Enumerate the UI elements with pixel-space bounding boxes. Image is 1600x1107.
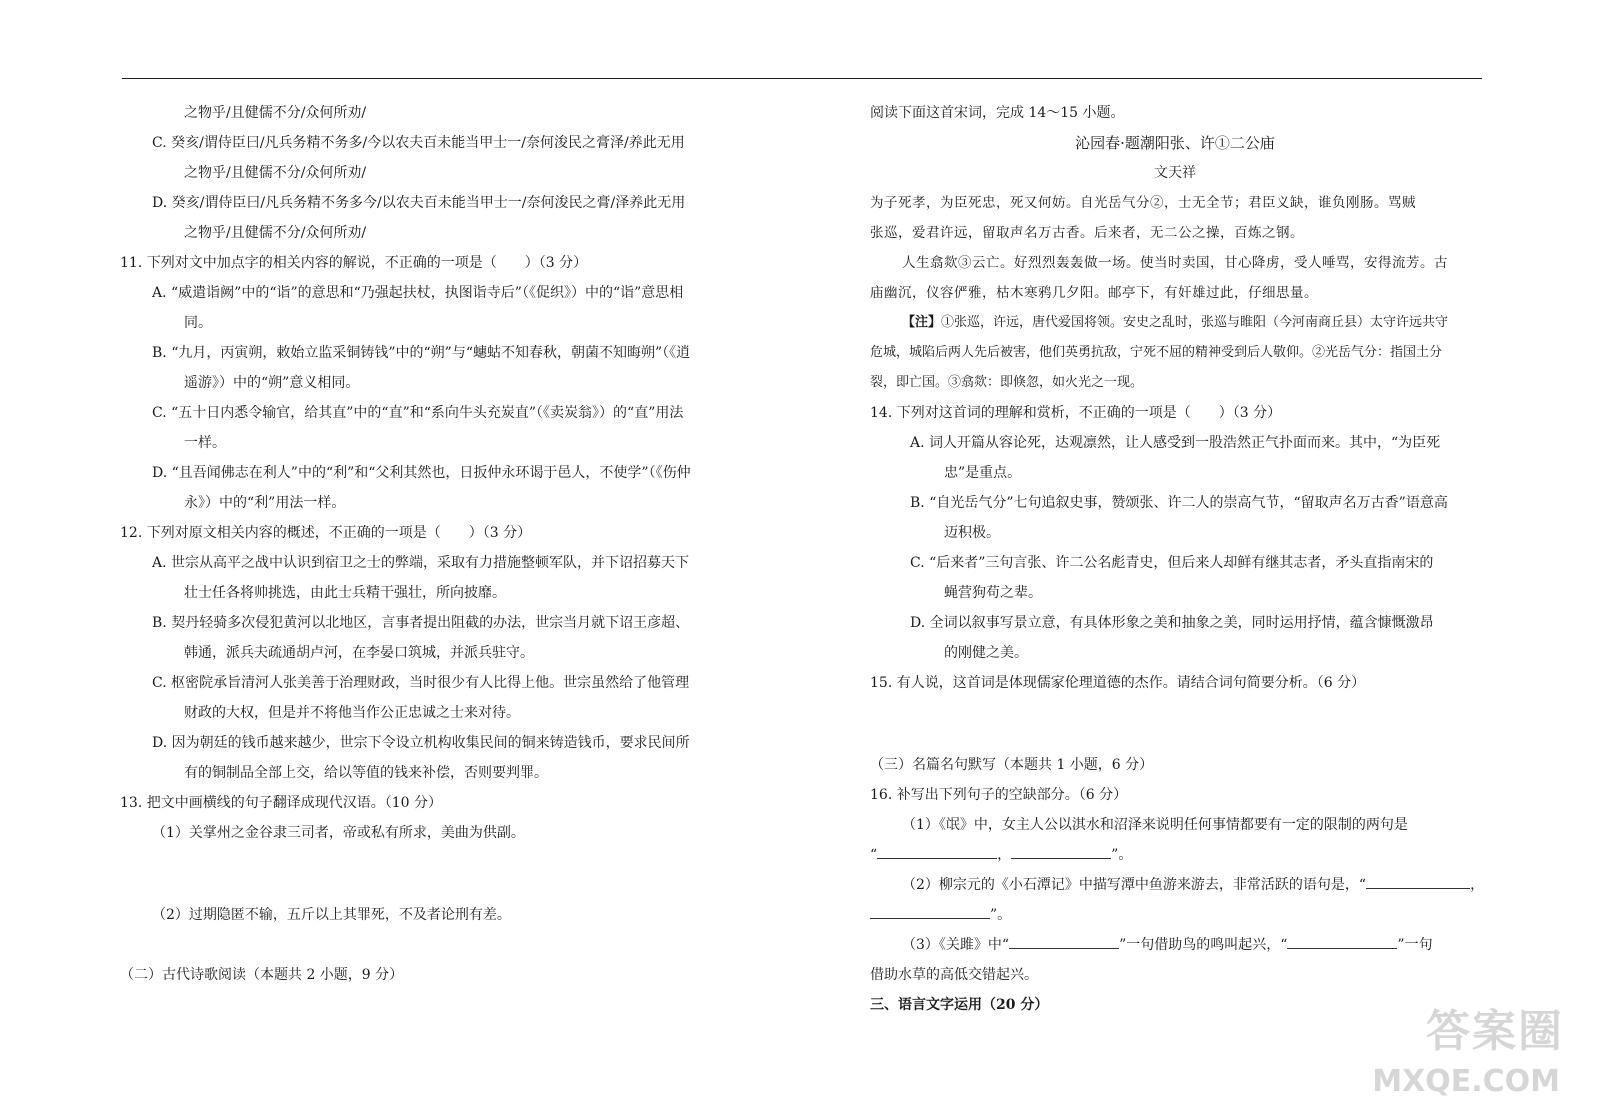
blank-line bbox=[1009, 932, 1119, 949]
translation-item-1: （1）关掌州之金谷隶三司者，帝或私有所求，美曲为供副。 bbox=[152, 825, 525, 841]
reading-intro: 阅读下面这首宋词，完成 14～15 小题。 bbox=[870, 105, 1125, 121]
fill-item-3: （3）《关雎》中“ ”一句借助鸟的鸣叫起兴，“ ”一句 bbox=[870, 930, 1480, 960]
blank-line bbox=[1366, 872, 1470, 889]
option-c: C. “后来者”三句言张、许二公名彪青史，但后来人却鲜有继其志者，矛头直指南宋的 bbox=[910, 555, 1434, 571]
option-text: 忠”是重点。 bbox=[944, 465, 1022, 481]
blank-line bbox=[877, 842, 997, 859]
option-b: B. “自光岳气分”七句追叙史事，赞颂张、许二人的崇高气节，“留取声名万古香”语意高 bbox=[910, 495, 1448, 511]
translation-item-2: （2）过期隐匿不输，五斤以上其罪死，不及者论刑有差。 bbox=[152, 907, 511, 923]
option-text: 遥游》）中的“朔”意义相同。 bbox=[184, 375, 360, 391]
note-label: 【注】 bbox=[902, 315, 942, 330]
option-c: C. 癸亥/谓侍臣曰/凡兵务精不务多/今以农夫百未能当甲士一/奈何浚民之膏泽/养此无用 bbox=[152, 135, 685, 151]
poem-note: 危城，城陷后两人先后被害，他们英勇抗敌，宁死不屈的精神受到后人敬仰。②光岳气分：指国土分 bbox=[870, 345, 1443, 360]
option-text: 之物乎/且健儒不分/众何所劝/ bbox=[184, 225, 367, 241]
question-12: 12. 下列对原文相关内容的概述，不正确的一项是（ ）（3 分） bbox=[120, 525, 532, 541]
section-3-heading: （三）名篇名句默写（本题共 1 小题，6 分） bbox=[870, 757, 1154, 773]
poem-author: 文天祥 bbox=[1154, 165, 1196, 181]
poem-note: 裂，即亡国。③翕欻：即倏忽，如火光之一现。 bbox=[870, 375, 1144, 390]
option-text: 永》）中的“利”用法一样。 bbox=[184, 495, 346, 511]
option-d: D. 癸亥/谓侍臣曰/凡兵务精不务多今/以农夫百未能当甲士一/奈何浚民之膏/泽养此无用 bbox=[152, 195, 686, 211]
answer-space bbox=[120, 930, 740, 960]
option-text: 同。 bbox=[184, 315, 212, 331]
section-2-heading: （二）古代诗歌阅读（本题共 2 小题，9 分） bbox=[120, 967, 404, 983]
poem-line: 人生翕欻③云亡。好烈烈轰轰做一场。使当时卖国，甘心降虏，受人唾骂，安得流芳。古 bbox=[902, 255, 1448, 271]
answer-space bbox=[870, 698, 1480, 750]
option-c: C. “五十日内悉令输官，给其直”中的“直”和“系向牛头充炭直”（《卖炭翁》）的“直”用法 bbox=[152, 405, 684, 421]
option-text: 之物乎/且健儒不分/众何所劝/ bbox=[184, 105, 367, 121]
header-rule bbox=[122, 78, 1482, 79]
right-column bbox=[870, 98, 1485, 1020]
question-13: 13. 把文中画横线的句子翻译成现代汉语。（10 分） bbox=[120, 795, 442, 811]
fill-blanks-2: ”。 bbox=[870, 900, 1480, 930]
option-c: C. 枢密院承旨清河人张美善于治理财政，当时很少有人比得上他。世宗虽然给了他管理 bbox=[152, 675, 690, 691]
fill-blanks-1: “ ， ”。 bbox=[870, 840, 1480, 870]
option-text: 韩通，派兵夫疏通胡卢河，在李晏口筑城，并派兵驻守。 bbox=[184, 645, 534, 661]
poem-line: 张巡，爱君许远，留取声名万古香。后来者，无二公之操，百炼之钢。 bbox=[870, 225, 1304, 241]
option-text: 之物乎/且健儒不分/众何所劝/ bbox=[184, 165, 367, 181]
option-text: 有的铜制品全部上交，给以等值的钱来补偿，否则要判罪。 bbox=[184, 765, 548, 781]
option-a: A. 词人开篇从容论死，达观凛然，让人感受到一股浩然正气扑面而来。其中，“为臣死 bbox=[910, 435, 1441, 451]
watermark-url: MXQE.COM bbox=[1372, 1064, 1560, 1099]
option-d: D. 因为朝廷的钱币越来越少，世宗下令设立机构收集民间的铜来铸造钱币，要求民间所 bbox=[152, 735, 690, 751]
option-b: B. 契丹轻骑多次侵犯黄河以北地区，言事者提出阻截的办法，世宗当月就下诏王彦超、 bbox=[152, 615, 690, 631]
part-3-heading: 三、语言文字运用（20 分） bbox=[870, 997, 1049, 1013]
option-text: 迈积极。 bbox=[944, 525, 1000, 541]
option-b: B. “九月，丙寅朔，敕始立监采铜铸钱”中的“朔”与“蟪蛄不知春秋，朝菌不知晦朔”（《逍 bbox=[152, 345, 691, 361]
poem-title: 沁园春·题潮阳张、许①二公庙 bbox=[1075, 134, 1275, 152]
option-a: A. “威遣诣阙”中的“诣”的意思和“乃强起扶杖，执图诣寺后”（《促织》）中的“诣”意思相 bbox=[152, 285, 684, 301]
fill-item-1: （1）《氓》中，女主人公以淇水和沼泽来说明任何事情都要有一定的限制的两句是 bbox=[902, 817, 1408, 833]
question-16: 16. 补写出下列句子的空缺部分。（6 分） bbox=[870, 787, 1128, 803]
left-column bbox=[120, 98, 740, 990]
question-11: 11. 下列对文中加点字的相关内容的解说，不正确的一项是（ ）（3 分） bbox=[120, 255, 588, 271]
answer-space bbox=[120, 848, 740, 900]
poem-line: 庙幽沉，仪容俨雅，枯木寒鸦几夕阳。邮亭下，有奸雄过此，仔细思量。 bbox=[870, 285, 1318, 301]
watermark-logo: 答案圈 bbox=[1426, 1006, 1564, 1057]
option-text: 财政的大权，但是并不将他当作公正忠诚之士来对待。 bbox=[184, 705, 520, 721]
blank-line bbox=[1011, 842, 1111, 859]
option-text: 一样。 bbox=[184, 435, 226, 451]
note-text: ①张巡，许远，唐代爱国将领。安史之乱时，张巡与睢阳（今河南商丘县）太守许远共守 bbox=[941, 315, 1449, 330]
option-d: D. “且吾闻佛志在利人”中的“利”和“父利其然也，日扳仲永环谒于邑人，不使学”（《伤仲 bbox=[152, 465, 691, 481]
blank-line bbox=[870, 902, 990, 919]
option-text: 的刚健之美。 bbox=[944, 645, 1028, 661]
blank-line bbox=[1287, 932, 1397, 949]
option-text: 壮士任各将帅挑选，由此士兵精干强壮，所向披靡。 bbox=[184, 585, 506, 601]
option-d: D. 全词以叙事写景立意，有具体形象之美和抽象之美，同时运用抒情，蕴含慷慨激昂 bbox=[910, 615, 1434, 631]
fill-item-2: （2）柳宗元的《小石潭记》中描写潭中鱼游来游去，非常活跃的语句是，“ ， bbox=[870, 870, 1480, 900]
option-a: A. 世宗从高平之战中认识到宿卫之士的弊端，采取有力措施整顿军队，并下诏招募天下 bbox=[152, 555, 690, 571]
poem-line: 为子死孝，为臣死忠，死又何妨。自光岳气分②，士无全节；君臣义缺，谁负刚肠。骂贼 bbox=[870, 195, 1416, 211]
fill-item-3-cont: 借助水草的高低交错起兴。 bbox=[870, 967, 1038, 983]
question-15: 15. 有人说，这首词是体现儒家伦理道德的杰作。请结合词句简要分析。（6 分） bbox=[870, 675, 1366, 691]
option-text: 蝇营狗苟之辈。 bbox=[944, 585, 1042, 601]
poem-note bbox=[870, 308, 1480, 338]
question-14: 14. 下列对这首词的理解和赏析，不正确的一项是（ ）（3 分） bbox=[870, 405, 1282, 421]
